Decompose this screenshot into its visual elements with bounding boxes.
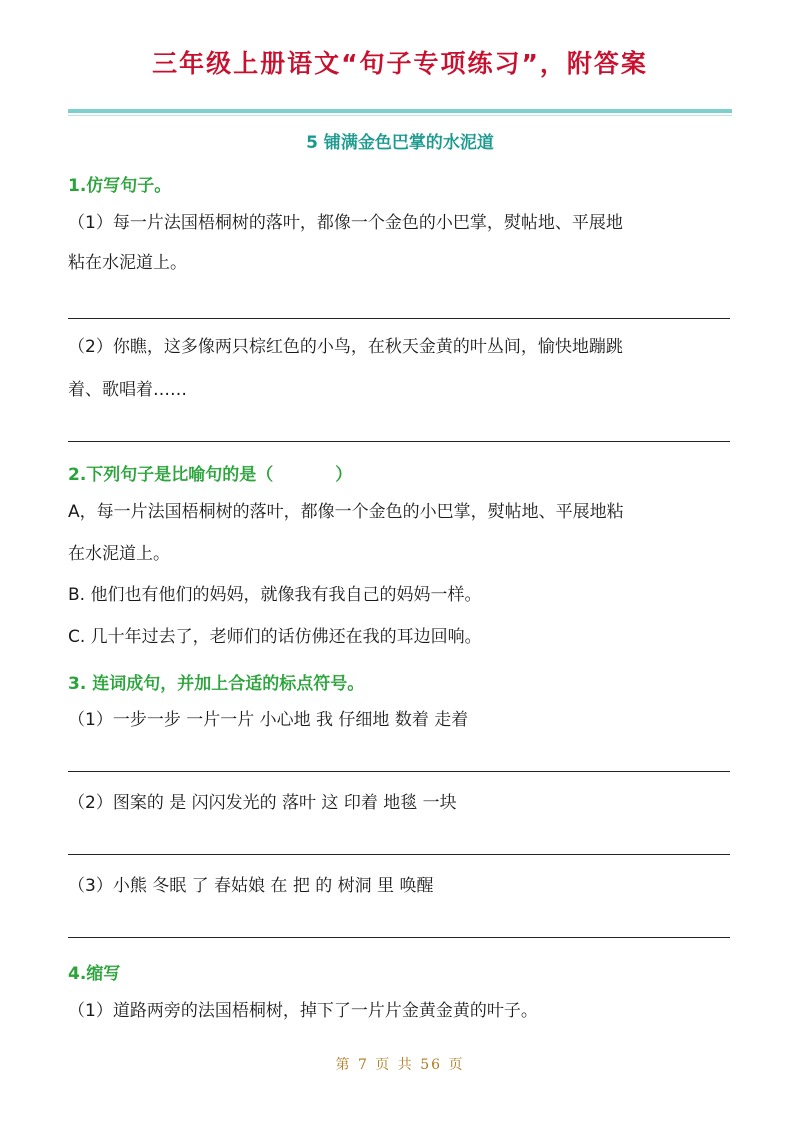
q2-option-a-line1: A，每一片法国梧桐树的落叶，都像一个金色的小巴掌，熨帖地、平展地粘 <box>68 502 624 522</box>
q1-sentence1-line1: （1）每一片法国梧桐树的落叶，都像一个金色的小巴掌，熨帖地、平展地 <box>68 213 623 233</box>
q4-sentence1: （1）道路两旁的法国梧桐树，掉下了一片片金黄金黄的叶子。 <box>68 1001 538 1021</box>
title-divider <box>68 109 732 113</box>
q3-answer-line-2[interactable] <box>68 854 730 855</box>
q3-heading: 3. 连词成句，并加上合适的标点符号。 <box>68 674 365 694</box>
q3-sentence3: （3）小熊 冬眠 了 春姑娘 在 把 的 树洞 里 唤醒 <box>68 876 434 896</box>
q2-option-a-line2: 在水泥道上。 <box>68 544 170 564</box>
q3-answer-line-3[interactable] <box>68 937 730 938</box>
title-divider-thin <box>68 115 732 116</box>
document-title: 三年级上册语文“句子专项练习”，附答案 <box>152 49 648 78</box>
q1-answer-line-1[interactable] <box>68 318 730 319</box>
q1-sentence1-line2: 粘在水泥道上。 <box>68 253 187 273</box>
q3-sentence1: （1）一步一步 一片一片 小心地 我 仔细地 数着 走着 <box>68 710 469 730</box>
q2-option-b: B. 他们也有他们的妈妈，就像我有我自己的妈妈一样。 <box>68 585 482 605</box>
q2-heading <box>68 460 352 485</box>
q1-heading: 1.仿写句子。 <box>68 176 172 196</box>
q2-option-c: C. 几十年过去了，老师们的话仿佛还在我的耳边回响。 <box>68 627 482 647</box>
page-footer: 第 7 页 共 56 页 <box>335 1057 465 1073</box>
q3-sentence2: （2）图案的 是 闪闪发光的 落叶 这 印着 地毯 一块 <box>68 793 457 813</box>
q1-sentence2-line2: 着、歌唱着…… <box>68 380 187 400</box>
q1-answer-line-2[interactable] <box>68 441 730 442</box>
q2-heading-prefix: 2.下列句子是比喻句的是（ <box>68 465 274 485</box>
q3-answer-line-1[interactable] <box>68 771 730 772</box>
q2-heading-suffix: ） <box>335 465 353 485</box>
q1-sentence2-line1: （2）你瞧，这多像两只棕红色的小鸟，在秋天金黄的叶丛间，愉快地蹦跳 <box>68 337 623 357</box>
q4-heading: 4.缩写 <box>68 964 121 984</box>
lesson-title: 5 铺满金色巴掌的水泥道 <box>306 133 494 153</box>
